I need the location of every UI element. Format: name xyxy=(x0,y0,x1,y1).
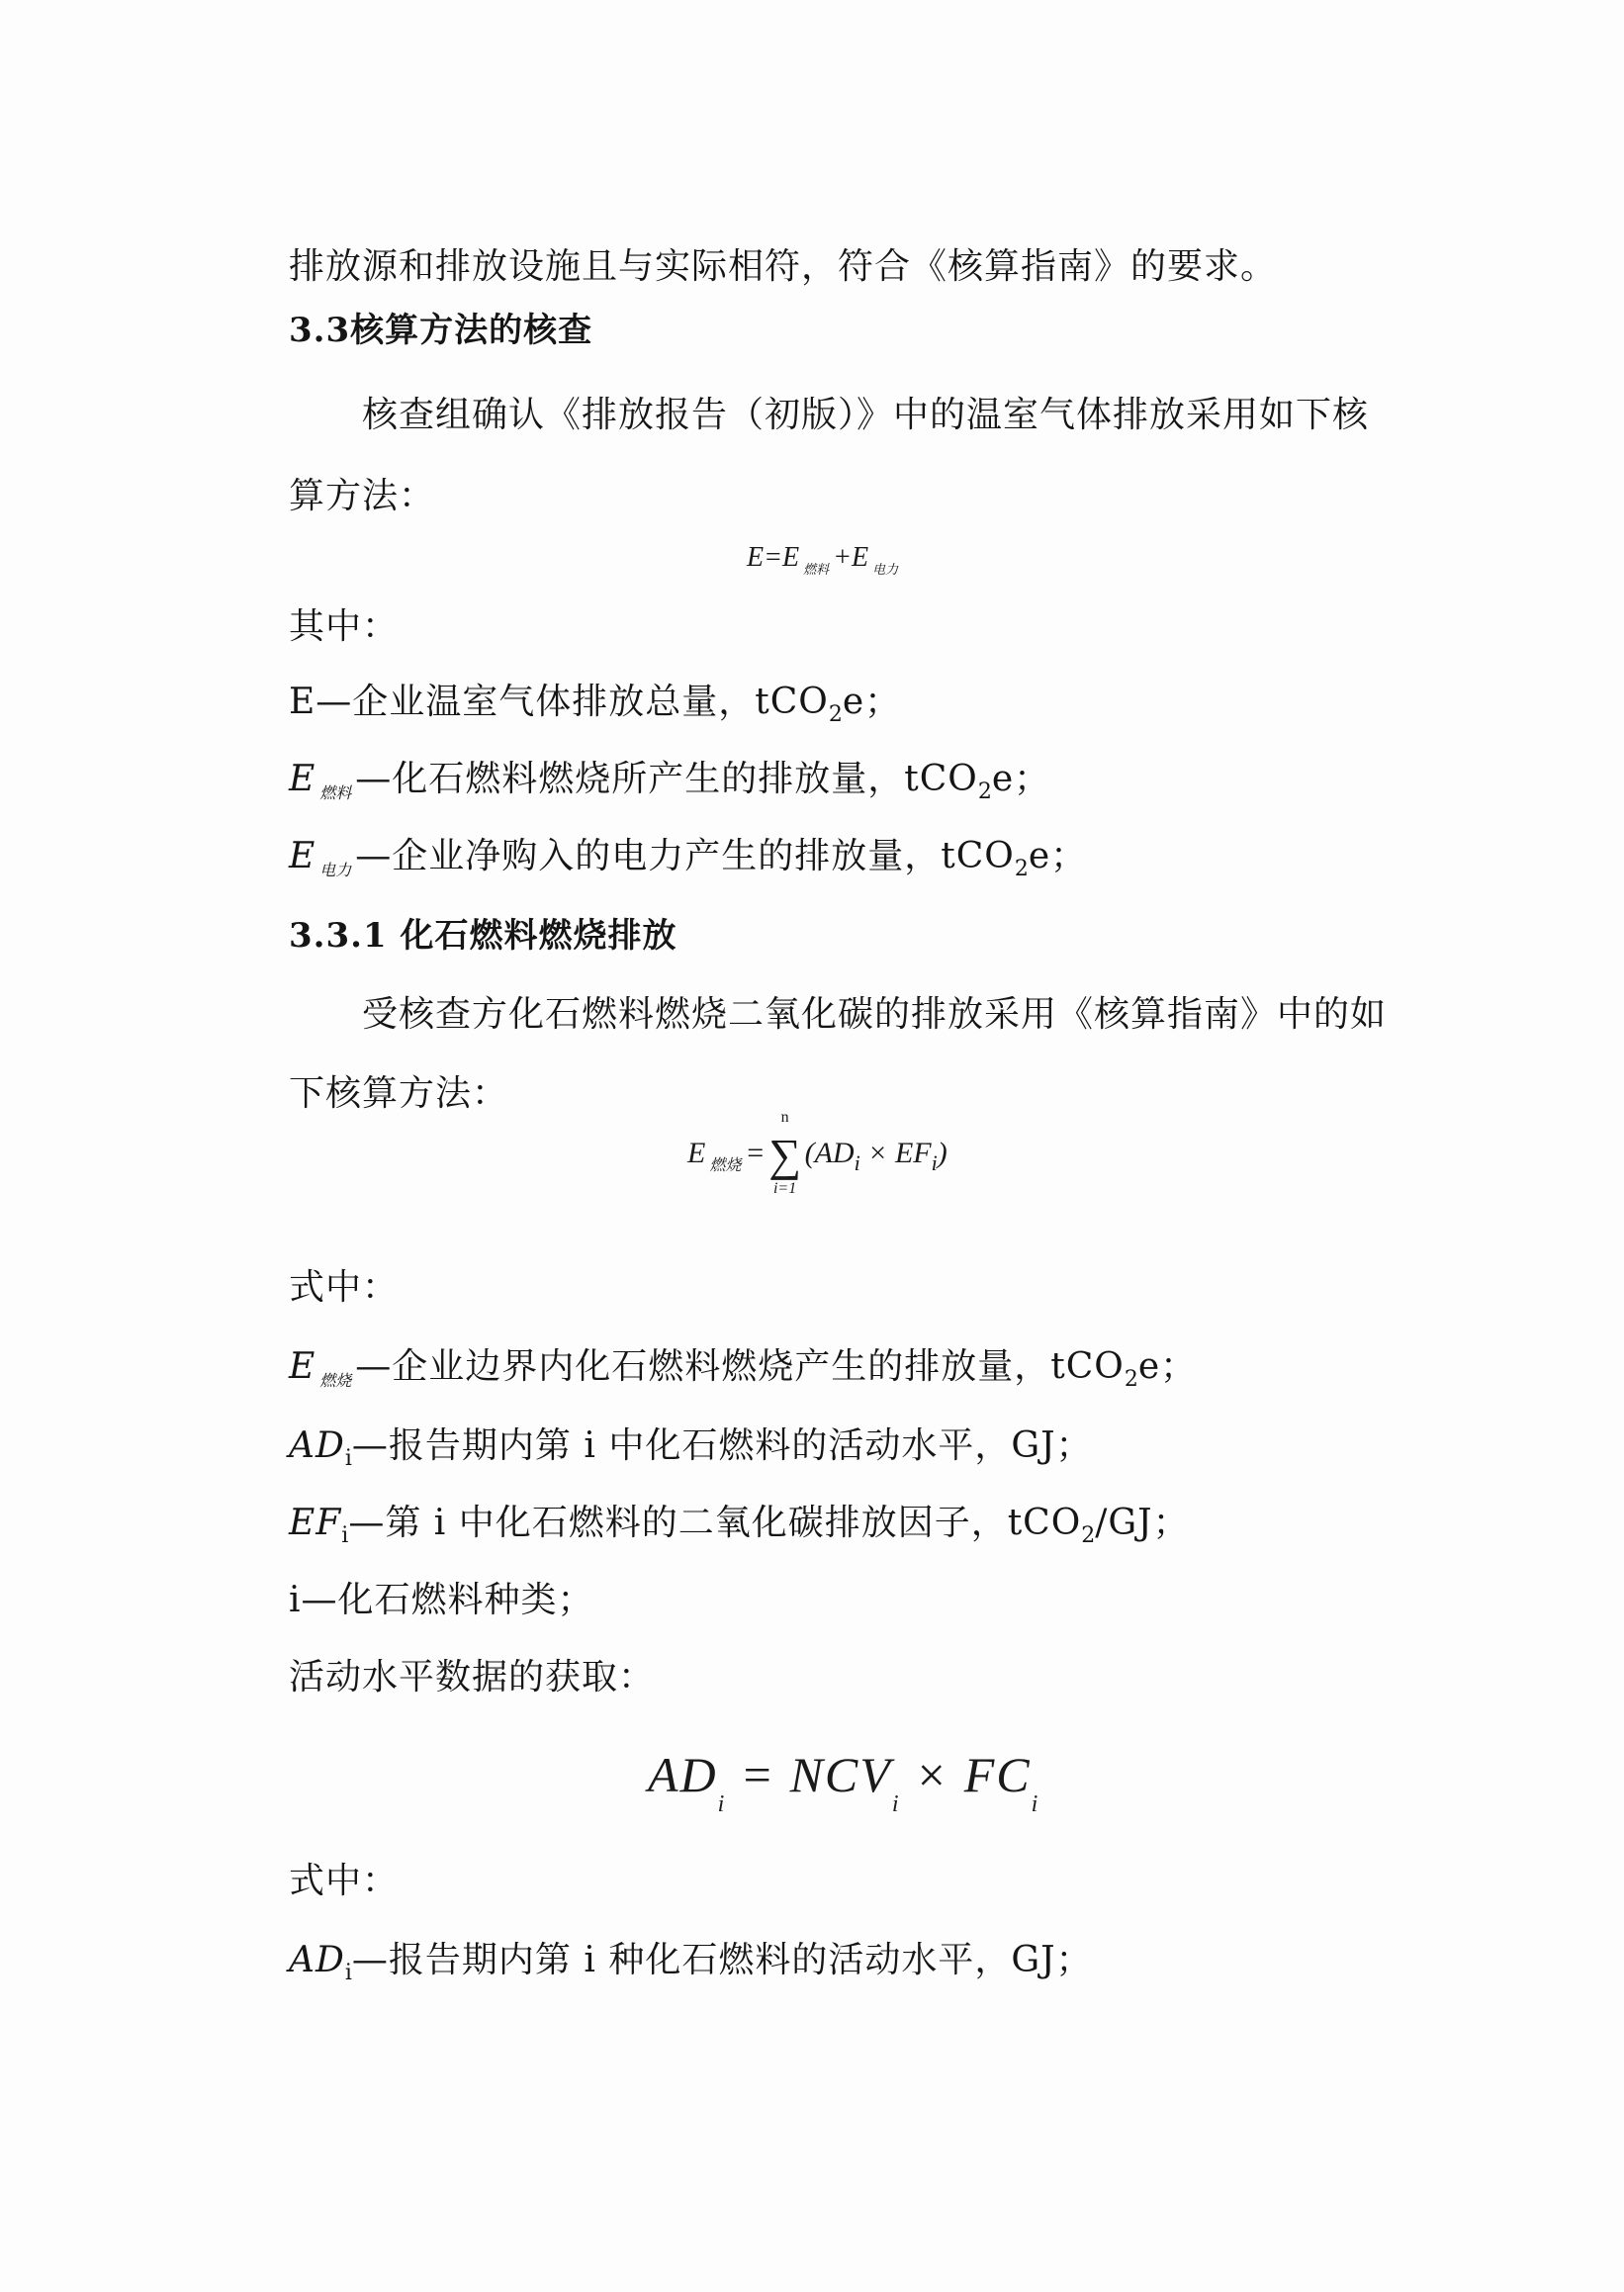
formula-part: = xyxy=(745,1136,766,1169)
symbol: AD xyxy=(289,1940,345,1980)
symbol-subscript: 燃烧 xyxy=(319,1371,352,1390)
co2-subscript: 2 xyxy=(1081,1523,1096,1548)
definition-i xyxy=(289,1579,594,1622)
formula-part: × FC xyxy=(914,1747,1032,1802)
symbol: E xyxy=(289,759,316,799)
formula-subscript: 燃烧 xyxy=(709,1156,742,1174)
paragraph-line xyxy=(362,394,1369,437)
text: /GJ； xyxy=(1095,1503,1190,1543)
heading-text: 3.3核算方法的核查 xyxy=(289,311,593,350)
text: —企业边界内化石燃料燃烧产生的排放量，tCO xyxy=(355,1346,1125,1387)
text: E—企业温室气体排放总量，tCO xyxy=(289,682,829,722)
formula-part: ) xyxy=(937,1136,947,1169)
formula-total-emission xyxy=(747,542,902,577)
definition-e xyxy=(289,681,901,729)
formula-part: (AD xyxy=(804,1136,855,1169)
formula-subscript: i xyxy=(854,1149,860,1175)
text: e； xyxy=(991,759,1051,799)
definition-e-combustion xyxy=(289,1345,1197,1395)
symbol-subscript: 电力 xyxy=(319,861,352,879)
symbol-subscript: 燃料 xyxy=(319,783,352,802)
symbol-subscript: i xyxy=(341,1523,349,1548)
text: 核查组确认《排放报告（初版）》中的温室气体排放采用如下核 xyxy=(362,395,1370,435)
summation xyxy=(766,1109,805,1197)
text: —报告期内第 i 中化石燃料的活动水平，GJ； xyxy=(351,1425,1093,1466)
paragraph-line xyxy=(289,1656,655,1699)
co2-subscript: 2 xyxy=(828,702,843,727)
summation-upper: n xyxy=(780,1109,789,1126)
definition-ef xyxy=(289,1502,1190,1550)
text: 其中： xyxy=(289,606,400,647)
formula-part: E xyxy=(687,1136,706,1169)
definition-e-fuel xyxy=(289,758,1050,807)
paragraph-line xyxy=(289,605,399,649)
formula-subscript: i xyxy=(931,1149,938,1175)
formula-part: E=E xyxy=(747,542,800,573)
paragraph-line xyxy=(289,1266,399,1310)
formula-part: × EF xyxy=(859,1136,932,1169)
formula-part: +E xyxy=(833,542,869,573)
paragraph-line xyxy=(289,475,435,518)
section-heading-3-3 xyxy=(289,309,592,352)
text: 活动水平数据的获取： xyxy=(289,1657,656,1697)
paragraph-line xyxy=(289,1072,508,1116)
formula-subscript: i xyxy=(717,1791,727,1817)
text: e； xyxy=(1028,836,1088,876)
text: —化石燃料燃烧所产生的排放量，tCO xyxy=(355,759,978,799)
text: e； xyxy=(1137,1346,1198,1387)
paragraph-line xyxy=(289,1860,399,1903)
section-heading-3-3-1 xyxy=(289,914,677,958)
heading-text: 3.3.1 化石燃料燃烧排放 xyxy=(289,916,677,956)
text: 排放源和排放设施且与实际相符，符合《核算指南》的要求。 xyxy=(289,246,1278,287)
text: —报告期内第 i 种化石燃料的活动水平，GJ； xyxy=(351,1940,1093,1980)
definition-ad xyxy=(289,1424,1093,1473)
symbol-subscript: i xyxy=(344,1446,352,1471)
paragraph-line xyxy=(289,245,1277,289)
definition-ad-2 xyxy=(289,1939,1093,1987)
text: i—化石燃料种类； xyxy=(289,1580,594,1620)
summation-lower: i=1 xyxy=(772,1180,797,1197)
text: 下核算方法： xyxy=(289,1073,509,1114)
co2-subscript: 2 xyxy=(977,779,992,804)
formula-part: = NCV xyxy=(740,1747,892,1802)
symbol: E xyxy=(289,1346,316,1387)
definition-e-electricity xyxy=(289,835,1087,884)
formula-combustion-emission xyxy=(687,1109,947,1197)
symbol: AD xyxy=(289,1425,345,1466)
symbol: E xyxy=(289,836,316,876)
formula-subscript: i xyxy=(1031,1791,1040,1817)
symbol: EF xyxy=(289,1503,342,1543)
formula-subscript: 电力 xyxy=(872,562,899,577)
symbol-subscript: i xyxy=(344,1961,352,1985)
text: 式中： xyxy=(289,1267,400,1308)
text: —第 i 中化石燃料的二氧化碳排放因子，tCO xyxy=(348,1503,1082,1543)
formula-activity-data xyxy=(648,1746,1053,1817)
co2-subscript: 2 xyxy=(1124,1367,1138,1392)
formula-subscript: i xyxy=(891,1791,901,1817)
co2-subscript: 2 xyxy=(1014,857,1029,881)
text: 算方法： xyxy=(289,476,436,516)
text: e； xyxy=(842,682,902,722)
text: 式中： xyxy=(289,1861,400,1901)
formula-subscript: 燃料 xyxy=(803,562,830,577)
summation-sign: ∑ xyxy=(768,1130,801,1180)
text: —企业净购入的电力产生的排放量，tCO xyxy=(355,836,1015,876)
text: 受核查方化石燃料燃烧二氧化碳的排放采用《核算指南》中的如 xyxy=(362,994,1388,1035)
formula-part: AD xyxy=(648,1747,718,1802)
paragraph-line xyxy=(362,993,1387,1037)
